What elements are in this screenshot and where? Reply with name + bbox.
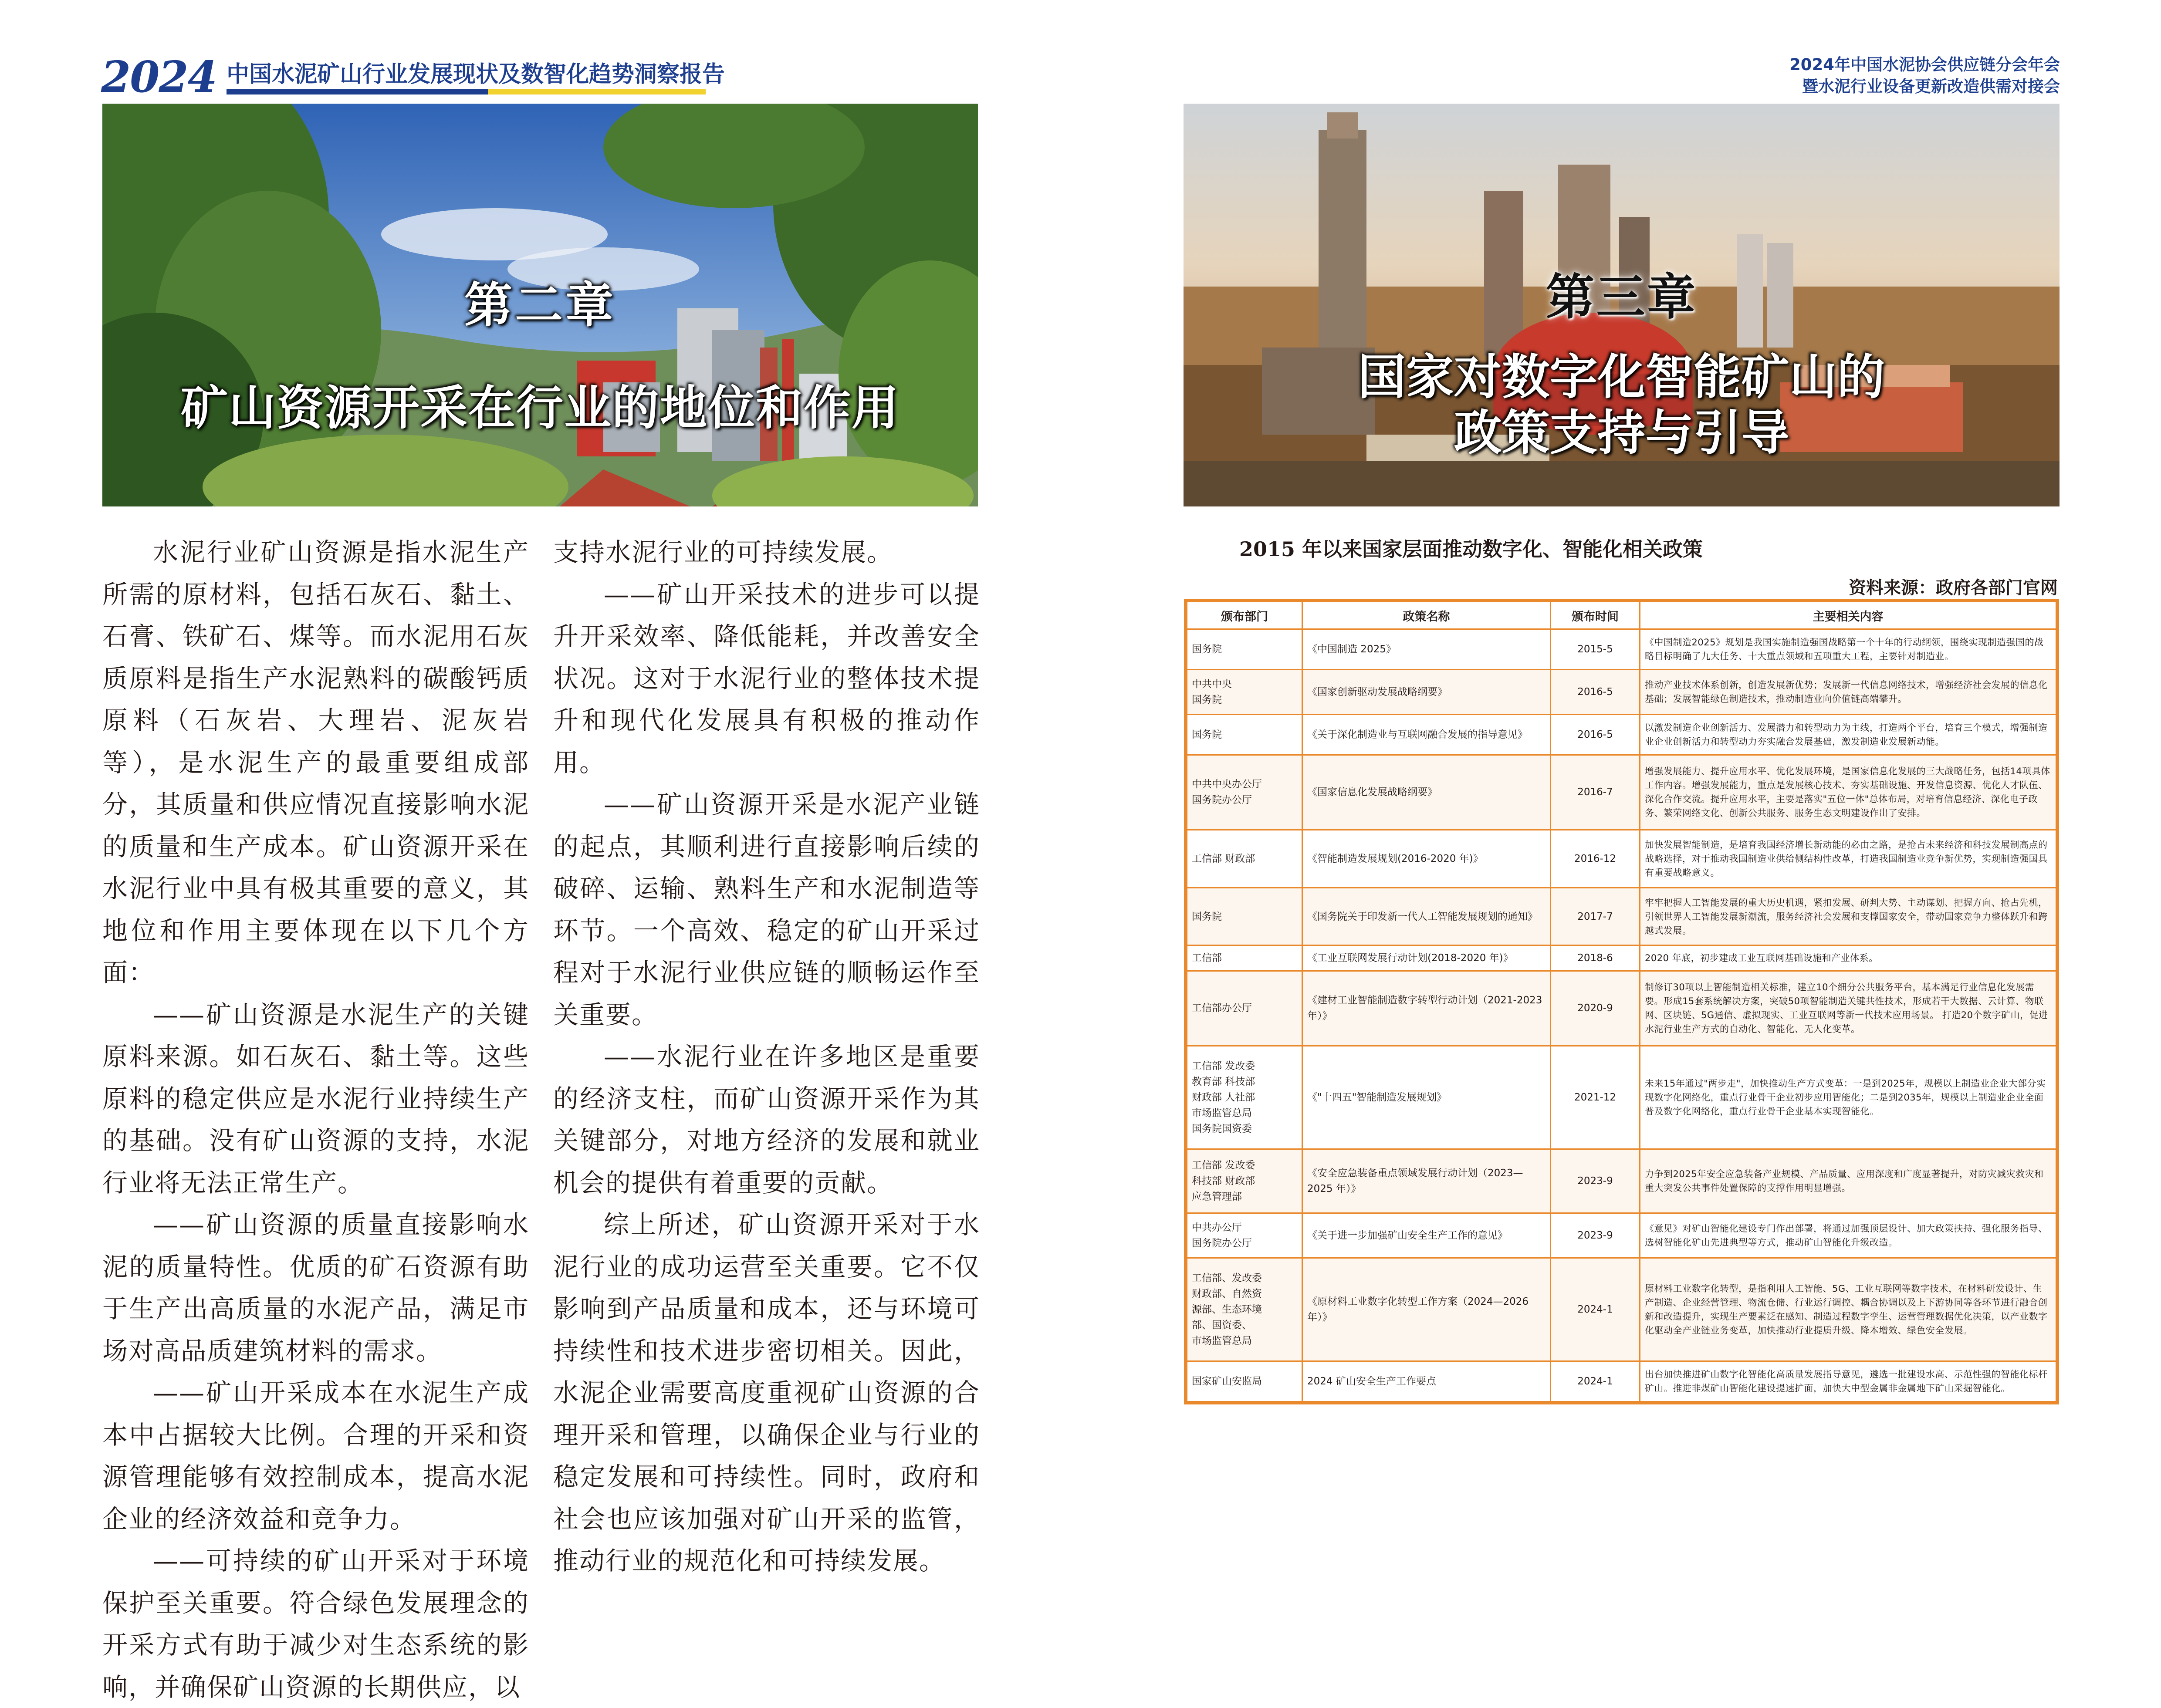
table-row	[1187, 1258, 2056, 1361]
table-title: 2015 年以来国家层面推动数字化、智能化相关政策	[1239, 537, 1703, 561]
chapter3-title-line1: 国家对数字化智能矿山的	[1358, 349, 1885, 405]
cell-name: 《关于进一步加强矿山安全生产工作的意见》	[1302, 1213, 1551, 1258]
paragraph: 综上所述，矿山资源开采对于水泥行业的成功运营至关重要。它不仅影响到产品质量和成本，还与环境可持续性和技术进步密切相关。因此，水泥企业需要高度重视矿山资源的合理开采和管理，以确保企业与行业的稳定发展和可持续性。同时，政府和社会也应该加强对矿山开采的监管，推动行业的规范化和可持续发展。	[553, 1210, 980, 1576]
table-row	[1187, 1213, 2056, 1258]
cell-content: 2020 年底，初步建成工业互联网基础设施和产业体系。	[1640, 945, 2056, 971]
table-row	[1187, 971, 2056, 1046]
report-year: 2024	[101, 52, 216, 102]
paragraph: 水泥行业矿山资源是指水泥生产所需的原材料，包括石灰石、黏土、石膏、铁矿石、煤等。而水泥用石灰质原料是指生产水泥熟料的碳酸钙质原料（石灰岩、大理岩、泥灰岩等），是水泥生产的最重要组成部分，其质量和供应情况直接影响水泥的质量和生产成本。矿山资源开采在水泥行业中具有极其重要的意义，其地位和作用主要体现在以下几个方面：	[102, 537, 529, 987]
cell-date: 2016-7	[1551, 755, 1640, 830]
cell-name: 2024 矿山安全生产工作要点	[1302, 1361, 1551, 1401]
cell-content: 推动产业技术体系创新，创造发展新优势；发展新一代信息网络技术，增强经济社会发展的信息化基础；发展智能绿色制造技术，推动制造业向价值链高端攀升。	[1640, 669, 2056, 714]
header-rule-blue	[227, 89, 488, 95]
policy-table-grid	[1186, 601, 2057, 1402]
table-row	[1187, 629, 2056, 670]
cell-content: 加快发展智能制造，是培育我国经济增长新动能的必由之路，是抢占未来经济和科技发展制高点的战略选择，对于推动我国制造业供给侧结构性改革，打造我国制造业竞争新优势，实现制造强国具有重要战略意义。	[1640, 830, 2056, 888]
chapter3-label: 第三章	[1546, 269, 1698, 326]
paragraph: 支持水泥行业的可持续发展。	[553, 537, 893, 567]
cell-dept: 工信部办公厅	[1187, 971, 1302, 1046]
paragraph: ——矿山开采技术的进步可以提升开采效率、降低能耗，并改善安全状况。这对于水泥行业的整体技术提升和现代化发展具有积极的推动作用。	[553, 579, 980, 777]
header-date: 颁布时间	[1551, 602, 1640, 629]
cell-dept: 国务院	[1187, 714, 1302, 755]
cell-date: 2023-9	[1551, 1149, 1640, 1213]
cell-dept: 工信部 发改委 科技部 财政部 应急管理部	[1187, 1149, 1302, 1213]
table-row	[1187, 755, 2056, 830]
chapter3-title-line2: 政策支持与引导	[1454, 405, 1789, 461]
cell-name: 《中国制造 2025》	[1302, 629, 1551, 670]
chapter2-label: 第二章	[464, 277, 616, 333]
cell-name: 《原材料工业数字化转型工作方案（2024—2026 年）》	[1302, 1258, 1551, 1361]
cell-content: 出台加快推进矿山数字化智能化高质量发展指导意见，遴选一批建设水高、示范性强的智能化标杆矿山。推进非煤矿山智能化建设提速扩面，加快大中型金属非金属地下矿山采掘智能化。	[1640, 1361, 2056, 1401]
conference-title	[1789, 54, 2060, 98]
cell-content: 制修订30项以上智能制造相关标准，建立10个细分公共服务平台，基本满足行业信息化发展需要。形成15套系统解决方案，突破50项智能制造关键共性技术，形成若干大数据、云计算、物联网、区块链、5G通信、虚拟现实、工业互联网等新一代技术应用场景。 打造20个数字矿山，促进水泥行业生产方式的自动化、智能化、无人化变革。	[1640, 971, 2056, 1046]
cell-name: 《"十四五"智能制造发展规划》	[1302, 1046, 1551, 1149]
cell-dept: 中共办公厅 国务院办公厅	[1187, 1213, 1302, 1258]
cell-dept: 工信部	[1187, 945, 1302, 971]
cell-dept: 国务院	[1187, 629, 1302, 670]
chapter3-hero-image	[1184, 104, 2060, 506]
cell-date: 2016-5	[1551, 669, 1640, 714]
cell-name: 《国家信息化发展战略纲要》	[1302, 755, 1551, 830]
cell-name: 《工业互联网发展行动计划(2018-2020 年)》	[1302, 945, 1551, 971]
cell-date: 2023-9	[1551, 1213, 1640, 1258]
cell-content: 未来15年通过"两步走"，加快推动生产方式变革：一是到2025年，规模以上制造业企业大部分实现数字化网络化，重点行业骨干企业初步应用智能化；二是到2035年，规模以上制造业企业全面普及数字化网络化，重点行业骨干企业基本实现智能化。	[1640, 1046, 2056, 1149]
cell-dept: 工信部、发改委 财政部、自然资 源部、生态环境 部、国资委、 市场监管总局	[1187, 1258, 1302, 1361]
chapter2-title: 矿山资源开采在行业的地位和作用	[180, 381, 900, 435]
cell-date: 2024-1	[1551, 1258, 1640, 1361]
table-row	[1187, 1046, 2056, 1149]
body-column-1	[102, 531, 529, 1708]
policy-table	[1184, 599, 2059, 1404]
cell-dept: 工信部 财政部	[1187, 830, 1302, 888]
cell-date: 2016-5	[1551, 714, 1640, 755]
table-header-row	[1187, 602, 2056, 629]
cell-content: 力争到2025年安全应急装备产业规模、产品质量、应用深度和广度显著提升，对防灾减灾救灾和重大突发公共事件处置保障的支撑作用明显增强。	[1640, 1149, 2056, 1213]
cell-date: 2017-7	[1551, 888, 1640, 945]
header-content: 主要相关内容	[1640, 602, 2056, 629]
cell-content: 增强发展能力、提升应用水平、优化发展环境，是国家信息化发展的三大战略任务，包括14项具体工作内容。增强发展能力，重点是发展核心技术、夯实基础设施、开发信息资源、优化人才队伍、深化合作交流。提升应用水平，主要是落实"五位一体"总体布局，对培育信息经济、深化电子政务、繁荣网络文化、创新公共服务、服务生态文明建设作出了安排。	[1640, 755, 2056, 830]
cell-dept: 中共中央 国务院	[1187, 669, 1302, 714]
cell-name: 《建材工业智能制造数字转型行动计划（2021-2023 年）》	[1302, 971, 1551, 1046]
header-name: 政策名称	[1302, 602, 1551, 629]
cell-name: 《国务院关于印发新一代人工智能发展规划的通知》	[1302, 888, 1551, 945]
table-row	[1187, 714, 2056, 755]
cell-dept: 国家矿山安监局	[1187, 1361, 1302, 1401]
cell-date: 2016-12	[1551, 830, 1640, 888]
table-row	[1187, 669, 2056, 714]
table-row	[1187, 945, 2056, 971]
cell-content: 《意见》对矿山智能化建设专门作出部署，将通过加强顶层设计、加大政策扶持、强化服务指导、选树智能化矿山先进典型等方式，推动矿山智能化升级改造。	[1640, 1213, 2056, 1258]
cell-date: 2021-12	[1551, 1046, 1640, 1149]
report-title: 中国水泥矿山行业发展现状及数智化趋势洞察报告	[227, 61, 725, 88]
paragraph: ——矿山资源是水泥生产的关键原料来源。如石灰石、黏土等。这些原料的稳定供应是水泥行业持续生产的基础。没有矿山资源的支持，水泥行业将无法正常生产。	[102, 999, 529, 1198]
paragraph: ——矿山开采成本在水泥生产成本中占据较大比例。合理的开采和资源管理能够有效控制成本，提高水泥企业的经济效益和竞争力。	[102, 1378, 529, 1534]
cell-content: 牢牢把握人工智能发展的重大历史机遇，紧扣发展、研判大势、主动谋划、把握方向、抢占先机，引领世界人工智能发展新潮流，服务经济社会发展和支撑国家安全，带动国家竞争力整体跃升和跨越式发展。	[1640, 888, 2056, 945]
table-row	[1187, 830, 2056, 888]
chapter2-hero-image	[102, 104, 978, 506]
table-row	[1187, 888, 2056, 945]
cell-content: 以激发制造企业创新活力、发展潜力和转型动力为主线，打造两个平台，培育三个模式，增强制造业企业创新活力和转型动力夯实融合发展基础，激发制造业发展新动能。	[1640, 714, 2056, 755]
cell-date: 2018-6	[1551, 945, 1640, 971]
paragraph: ——可持续的矿山开采对于环境保护至关重要。符合绿色发展理念的开采方式有助于减少对生态系统的影响，并确保矿山资源的长期供应，以	[102, 1546, 529, 1702]
header-dept: 颁布部门	[1187, 602, 1302, 629]
cell-name: 《关于深化制造业与互联网融合发展的指导意见》	[1302, 714, 1551, 755]
cell-dept: 国务院	[1187, 888, 1302, 945]
table-body	[1187, 629, 2056, 1402]
conference-title-line2: 暨水泥行业设备更新改造供需对接会	[1802, 77, 2060, 96]
cell-date: 2020-9	[1551, 971, 1640, 1046]
cell-date: 2015-5	[1551, 629, 1640, 670]
cell-content: 原材料工业数字化转型，是指利用人工智能、5G、工业互联网等数字技术，在材料研发设计、生产制造、企业经营管理、物流仓储、行业运行调控、耦合协调以及上下游协同等各环节进行融合创新和改造提升，实现生产要素泛在感知、制造过程数字孪生、运营管理数据优化决策，以产业数字化驱动全产业链业务变革，加快推动行业提质升级、降本增效、绿色安全发展。	[1640, 1258, 2056, 1361]
conference-title-line1: 2024年中国水泥协会供应链分会年会	[1789, 55, 2060, 74]
table-row	[1187, 1149, 2056, 1213]
cell-date: 2024-1	[1551, 1361, 1640, 1401]
cell-name: 《安全应急装备重点领域发展行动计划（2023—2025 年）》	[1302, 1149, 1551, 1213]
paragraph: ——水泥行业在许多地区是重要的经济支柱，而矿山资源开采作为其关键部分，对地方经济的发展和就业机会的提供有着重要的贡献。	[553, 1042, 980, 1198]
table-row	[1187, 1361, 2056, 1401]
cell-content: 《中国制造2025》规划是我国实施制造强国战略第一个十年的行动纲领，围绕实现制造强国的战略目标明确了九大任务、十大重点领域和五项重大工程，主要针对制造业。	[1640, 629, 2056, 670]
cell-dept: 工信部 发改委 教育部 科技部 财政部 人社部 市场监管总局 国务院国资委	[1187, 1046, 1302, 1149]
table-source: 资料来源：政府各部门官网	[1849, 578, 2058, 598]
paragraph: ——矿山资源开采是水泥产业链的起点，其顺利进行直接影响后续的破碎、运输、熟料生产和水泥制造等环节。一个高效、稳定的矿山开采过程对于水泥行业供应链的顺畅运作至关重要。	[553, 790, 980, 1030]
cell-name: 《国家创新驱动发展战略纲要》	[1302, 669, 1551, 714]
cell-name: 《智能制造发展规划(2016-2020 年)》	[1302, 830, 1551, 888]
body-column-2	[553, 531, 980, 1582]
header-rule-yellow	[488, 89, 706, 95]
paragraph: ——矿山资源的质量直接影响水泥的质量特性。优质的矿石资源有助于生产出高质量的水泥产品，满足市场对高品质建筑材料的需求。	[102, 1210, 529, 1366]
cell-dept: 中共中央办公厅 国务院办公厅	[1187, 755, 1302, 830]
